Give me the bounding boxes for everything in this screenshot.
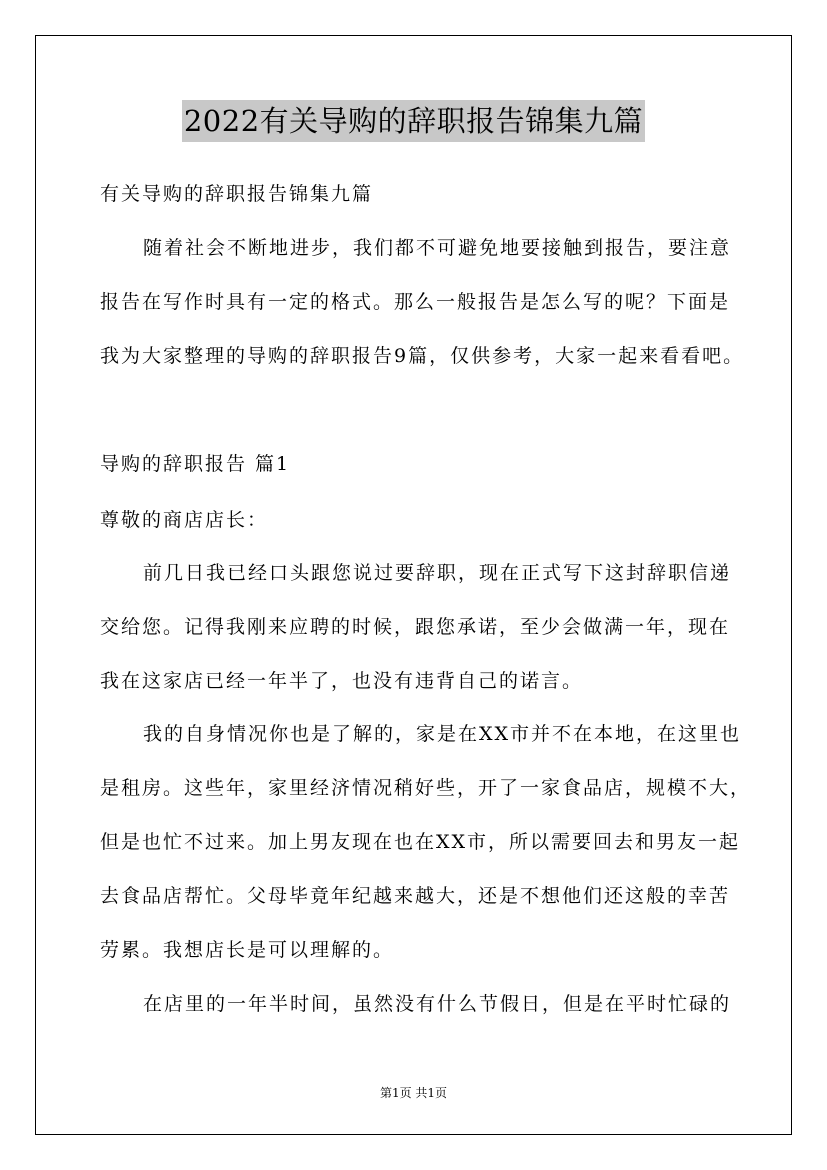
paragraph-line: 前几日我已经口头跟您说过要辞职，现在正式写下这封辞职信递 [143, 562, 732, 584]
paragraph-line: 我在这家店已经一年半了，也没有违背自己的诺言。 [100, 670, 584, 692]
paragraph-line: 报告在写作时具有一定的格式。那么一般报告是怎么写的呢？下面是 [100, 291, 731, 313]
paragraph-line: 在店里的一年半时间，虽然没有什么节假日，但是在平时忙碌的 [143, 993, 732, 1015]
paragraph-line: 但是也忙不过来。加上男友现在也在XX市，所以需要回去和男友一起 [100, 831, 741, 853]
document-title: 2022有关导购的辞职报告锦集九篇 [182, 100, 645, 142]
paragraph-line: 随着社会不断地进步，我们都不可避免地要接触到报告，要注意 [143, 237, 732, 259]
paragraph-line: 我的自身情况你也是了解的，家是在XX市并不在本地，在这里也 [143, 723, 742, 745]
paragraph-line: 劳累。我想店长是可以理解的。 [100, 939, 395, 961]
paragraph-line: 去食品店帮忙。父母毕竟年纪越来越大，还是不想他们还这般的幸苦 [100, 885, 731, 907]
title-container [0, 100, 827, 142]
paragraph-line: 是租房。这些年，家里经济情况稍好些，开了一家食品店，规模不大， [100, 777, 752, 799]
subtitle: 有关导购的辞职报告锦集九篇 [100, 183, 374, 205]
salutation: 尊敬的商店店长： [100, 509, 269, 531]
paragraph-line: 我为大家整理的导购的辞职报告9篇，仅供参考，大家一起来看看吧。 [100, 345, 745, 367]
page-number: 第1页 共1页 [379, 1086, 448, 1100]
section-heading: 导购的辞职报告 篇1 [100, 453, 291, 475]
paragraph-line: 交给您。记得我刚来应聘的时候，跟您承诺，至少会做满一年，现在 [100, 616, 731, 638]
